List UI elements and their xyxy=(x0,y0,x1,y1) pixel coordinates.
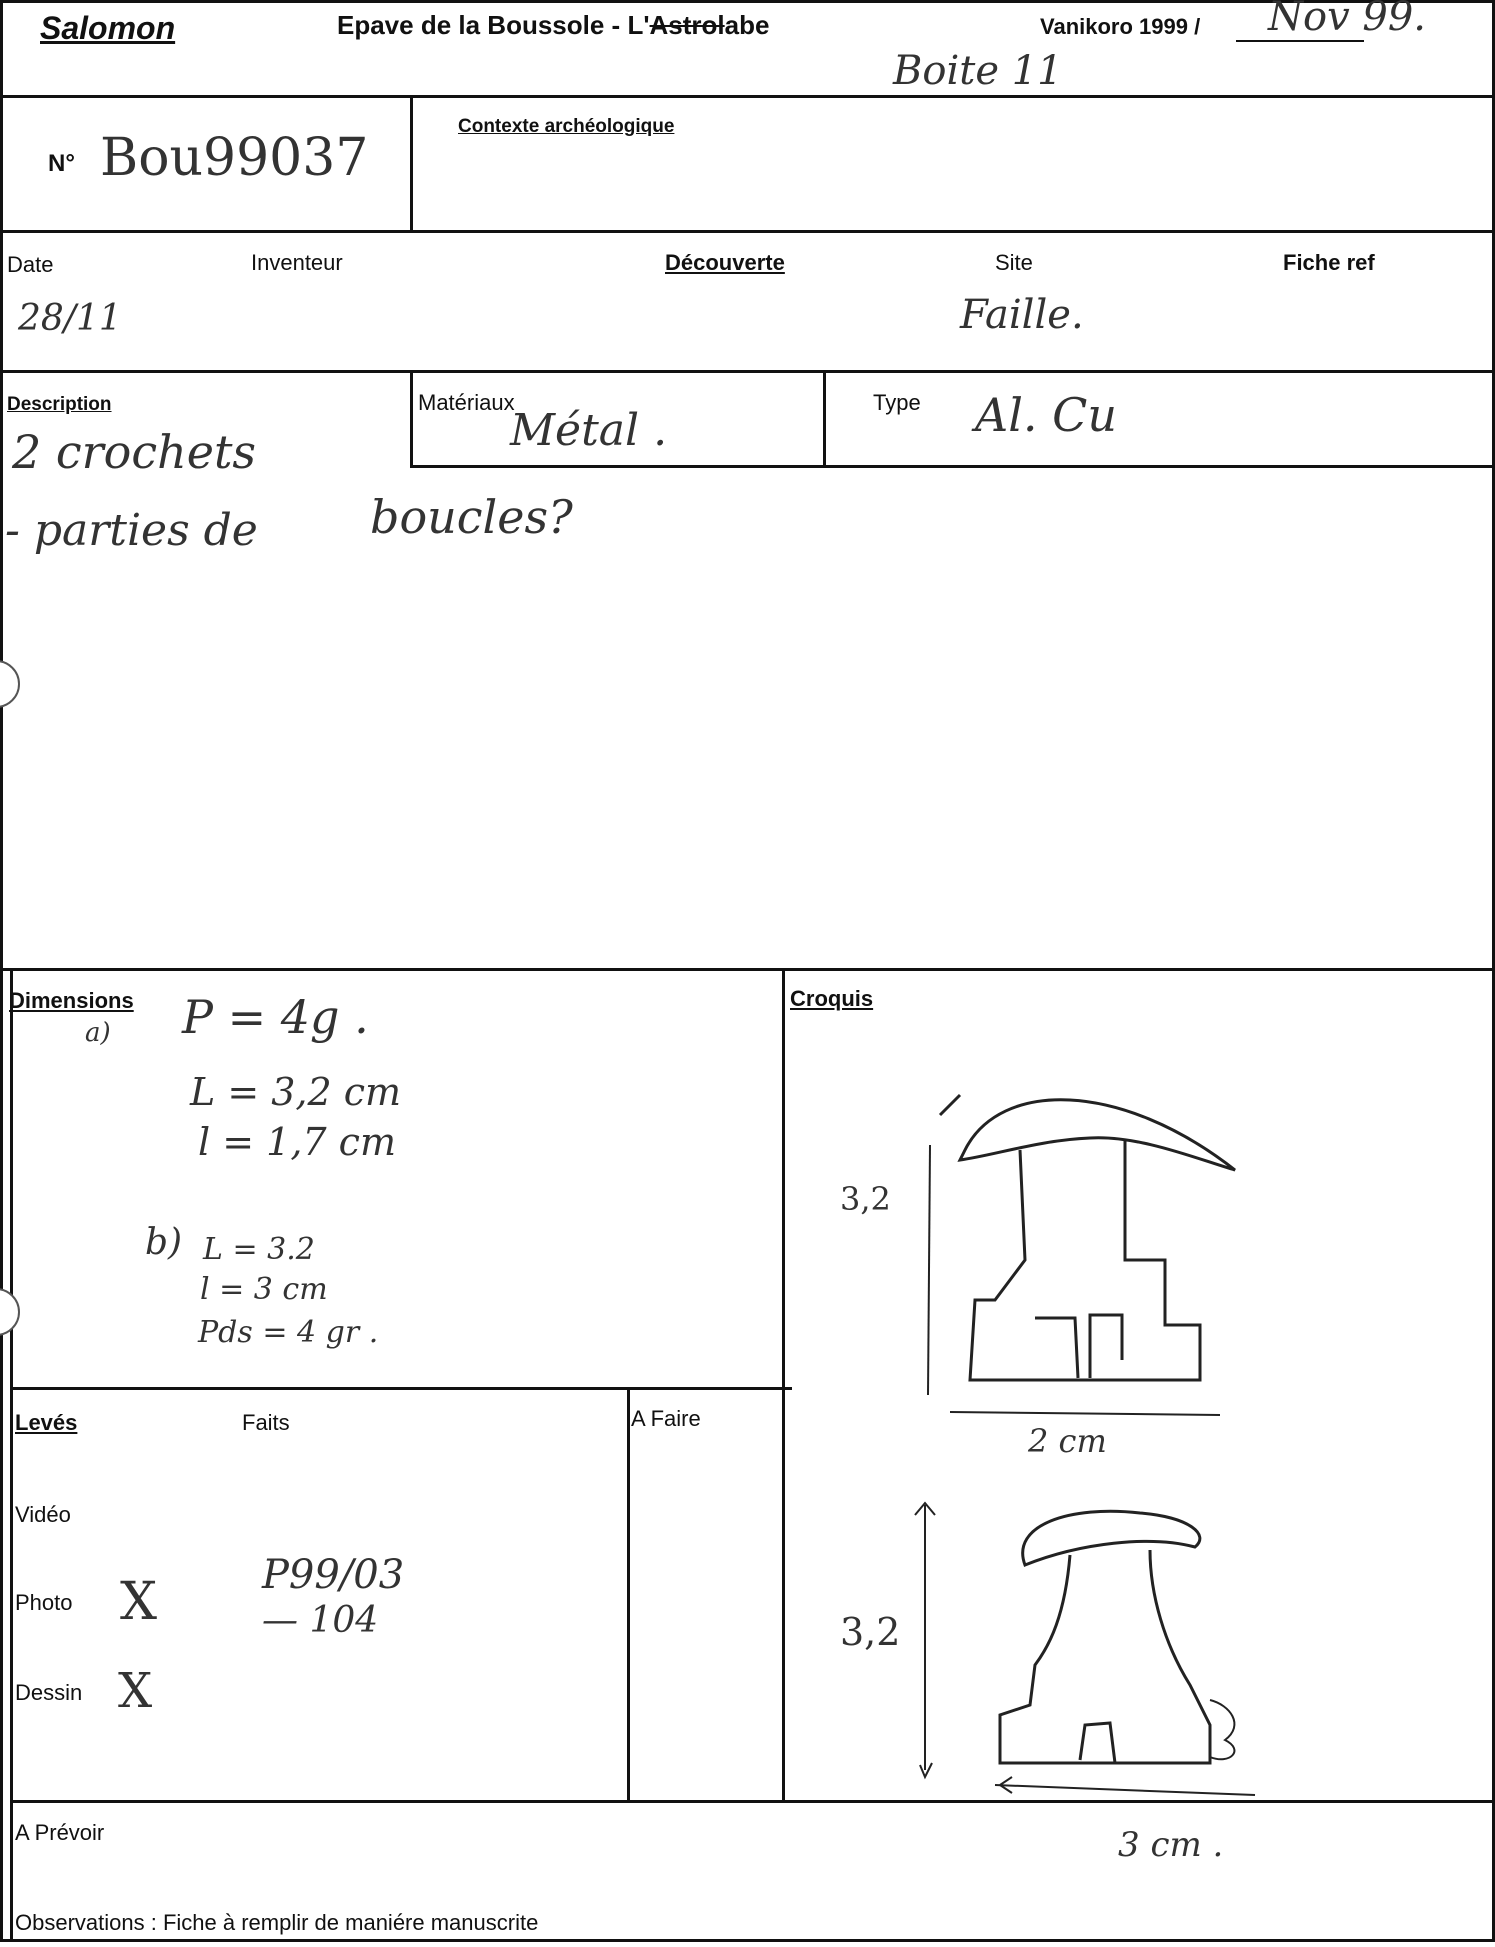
rule-numero xyxy=(0,230,1495,233)
type-label: Type xyxy=(873,390,921,415)
leves-label: Levés xyxy=(15,1410,78,1435)
dimensions-label: Dimensions xyxy=(9,988,134,1013)
footer-observations: Observations : Fiche à remplir de maniére manuscrite xyxy=(15,1910,539,1935)
ficheref-label: Fiche ref xyxy=(1283,250,1375,275)
dimensions-b-L: L = 3.2 xyxy=(203,1232,315,1267)
header-hw-month: Nov 99. xyxy=(1268,0,1427,40)
description-line2b: boucles? xyxy=(370,490,573,544)
description-label: Description xyxy=(7,394,112,415)
site-label: Site xyxy=(995,250,1033,275)
punch-hole-bottom xyxy=(0,1288,20,1336)
rule-description xyxy=(0,968,1495,971)
sketch-b-height: 3,2 xyxy=(840,1610,901,1654)
border-left xyxy=(0,0,3,1942)
sketch-hook-b xyxy=(900,1495,1280,1805)
header-title xyxy=(337,10,769,41)
sketch-hook-a xyxy=(900,1060,1260,1420)
leves-a-faire: A Faire xyxy=(631,1406,701,1431)
description-line1: 2 crochets xyxy=(12,425,257,479)
rule-materiaux-bottom xyxy=(412,465,1495,468)
dimensions-a-poids: P = 4g . xyxy=(182,990,369,1044)
dimensions-a-L: L = 3,2 cm xyxy=(190,1070,402,1114)
footer-a-prevoir: A Prévoir xyxy=(15,1820,105,1845)
leves-photo-ref1: P99/03 xyxy=(262,1552,405,1598)
leves-dessin-mark: X xyxy=(118,1663,153,1719)
rule-dimensions xyxy=(10,1387,792,1390)
rule-croquis-left xyxy=(782,968,785,1802)
sketch-a-width: 2 cm xyxy=(1028,1422,1107,1460)
rule-date xyxy=(0,370,1495,373)
border-bottom xyxy=(0,1939,1495,1942)
date-value: 28/11 xyxy=(18,298,122,339)
punch-hole-top xyxy=(0,660,20,708)
header-title-suffix: abe xyxy=(724,10,770,40)
leves-faits: Faits xyxy=(242,1410,290,1435)
type-value: Al. Cu xyxy=(975,388,1117,442)
rule-afaire-left xyxy=(627,1387,630,1802)
inventeur-label: Inventeur xyxy=(251,250,343,275)
leves-photo-ref2: — 104 xyxy=(262,1600,379,1641)
sketch-b-width: 3 cm . xyxy=(1118,1825,1224,1865)
rule-materiaux-left xyxy=(410,370,413,468)
description-line2: - parties de xyxy=(5,505,258,556)
sketch-a-height: 3,2 xyxy=(840,1180,891,1218)
site-value: Faille. xyxy=(960,292,1084,338)
dimensions-a-l: l = 1,7 cm xyxy=(198,1120,396,1164)
header-salomon: Salomon xyxy=(40,10,176,46)
materiaux-value: Métal . xyxy=(510,405,668,456)
decouverte-label: Découverte xyxy=(665,250,785,275)
contexte-label: Contexte archéologique xyxy=(458,116,675,137)
header-hw-boite: Boite 11 xyxy=(893,48,1063,94)
leves-dessin: Dessin xyxy=(15,1680,83,1705)
rule-header xyxy=(0,95,1495,98)
header-title-strike-word: Astrol xyxy=(649,10,725,40)
rule-inner-left xyxy=(10,968,13,1942)
croquis-label: Croquis xyxy=(790,986,874,1011)
header-title-strike-start: L' xyxy=(627,10,650,40)
header-title-prefix: Epave de la Boussole - xyxy=(337,10,628,40)
rule-numero-split xyxy=(410,95,413,232)
leves-photo: Photo xyxy=(15,1590,73,1615)
rule-type-left xyxy=(823,370,826,468)
dimensions-a-marker: a) xyxy=(85,1018,111,1048)
dimensions-b-poids: Pds = 4 gr . xyxy=(198,1315,379,1350)
dimensions-b-l: l = 3 cm xyxy=(200,1272,328,1307)
header-month-underline xyxy=(1236,40,1364,42)
date-label: Date xyxy=(7,252,54,277)
leves-photo-mark: X xyxy=(120,1572,158,1632)
numero-value: Bou99037 xyxy=(100,128,369,188)
header-vanikoro: Vanikoro 1999 / xyxy=(1040,14,1201,39)
dimensions-b-marker: b) xyxy=(145,1222,183,1263)
leves-video: Vidéo xyxy=(15,1502,71,1527)
numero-label: N° xyxy=(48,150,75,177)
materiaux-label: Matériaux xyxy=(418,390,515,415)
